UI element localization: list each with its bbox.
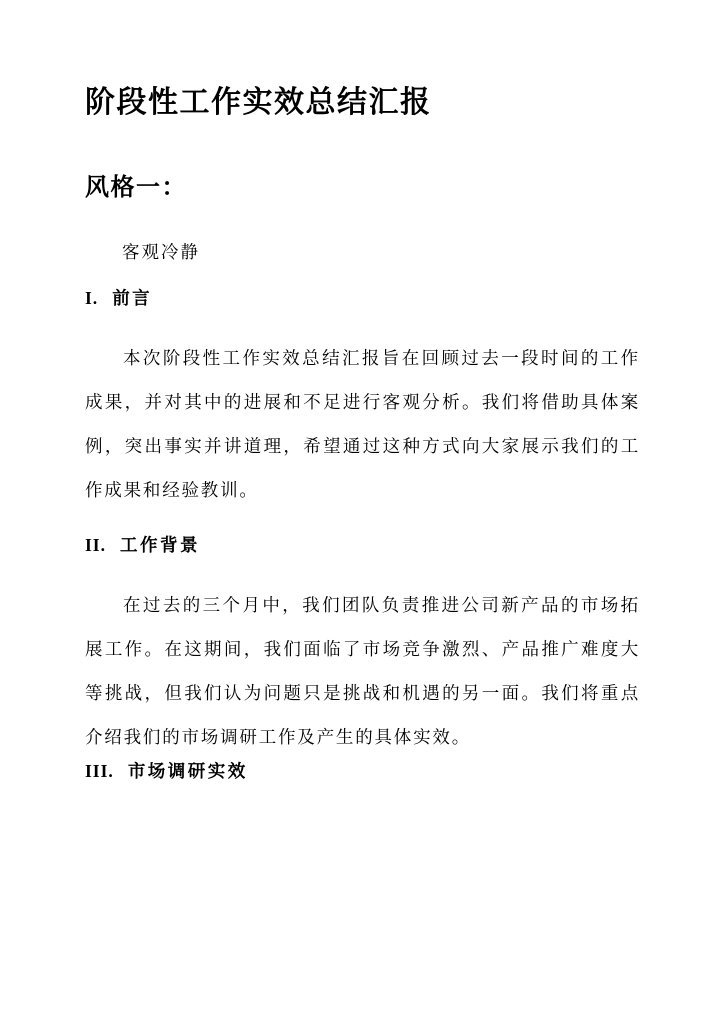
section-heading (85, 759, 640, 783)
section-numeral: I. (85, 288, 99, 308)
section-preface (85, 286, 640, 512)
section-work-background (85, 533, 640, 759)
style-heading: 风格一： (85, 175, 187, 201)
section-heading-text: 前言 (112, 288, 153, 308)
document-title: 阶段性工作实效总结汇报 (85, 86, 432, 119)
style-value: 客观冷静 (122, 242, 200, 262)
section-market-research (85, 759, 640, 783)
section-heading (85, 533, 640, 557)
section-heading-text: 市场调研实效 (127, 761, 248, 781)
section-heading (85, 286, 640, 310)
section-paragraph: 本次阶段性工作实效总结汇报旨在回顾过去一段时间的工作成果，并对其中的进展和不足进行客观分析。我们将借助具体案例，突出事实并讲道理，希望通过这种方式向大家展示我们的工作成果和经验教训。 (85, 348, 640, 500)
section-numeral: III. (85, 761, 114, 781)
section-paragraph: 在过去的三个月中，我们团队负责推进公司新产品的市场拓展工作。在这期间，我们面临了市场竞争激烈、产品推广难度大等挑战，但我们认为问题只是挑战和机遇的另一面。我们将重点介绍我们的市场调研工作及产生的具体实效。 (85, 595, 640, 747)
section-heading-text: 工作背景 (120, 535, 200, 555)
section-numeral: II. (85, 535, 106, 555)
